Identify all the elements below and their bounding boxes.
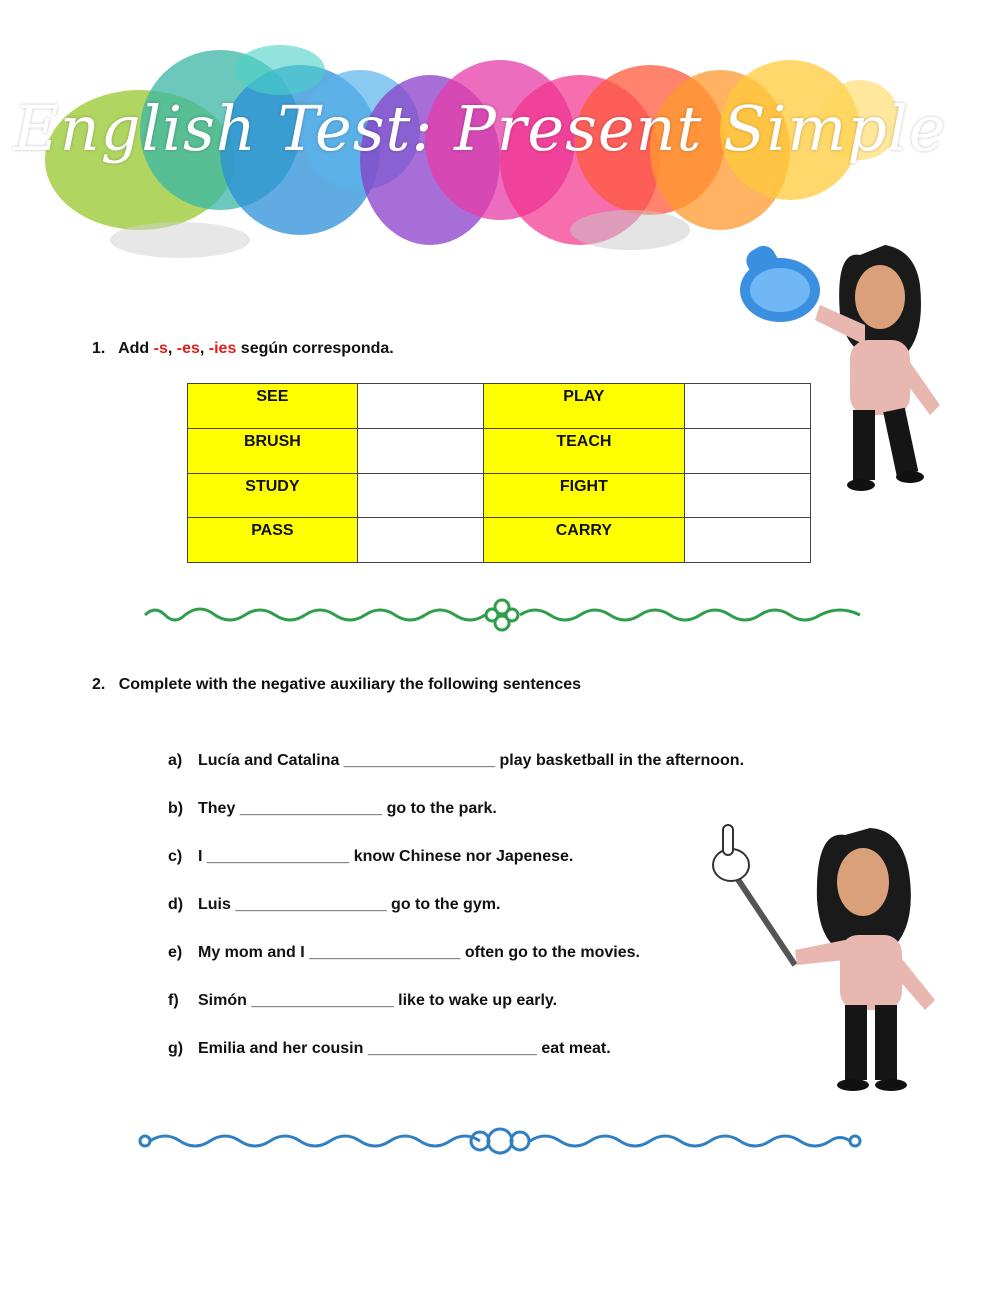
sentence-text: Emilia and her cousin ___________________ eat meat. (198, 1040, 611, 1057)
sentence-letter: f) (168, 992, 179, 1009)
table-row (188, 384, 811, 429)
sentence-f (168, 992, 557, 1010)
question-1-number: 1. (92, 340, 106, 357)
question-1 (92, 340, 394, 358)
sentence-text: I ________________ know Chinese nor Japenese. (198, 848, 574, 865)
verb-cell: PLAY (483, 384, 685, 429)
sentence-a (168, 752, 744, 770)
answer-cell[interactable] (685, 473, 811, 518)
answer-cell[interactable] (357, 384, 483, 429)
sentence-letter: b) (168, 800, 184, 817)
sentence-d (168, 896, 500, 914)
verb-cell: STUDY (188, 473, 358, 518)
answer-cell[interactable] (685, 518, 811, 563)
verb-table (187, 383, 811, 563)
question-1-prefix: Add (118, 340, 154, 357)
foam-finger-icon (740, 242, 820, 322)
question-2-text: Complete with the negative auxiliary the following sentences (118, 676, 582, 693)
pointer-stick-icon (713, 825, 795, 965)
sentence-letter: d) (168, 896, 184, 913)
sentence-text: My mom and I _________________ often go to the movies. (198, 944, 640, 961)
suffix-es: -es (176, 340, 200, 357)
sentence-c (168, 848, 573, 866)
question-1-suffix: según corresponda. (236, 340, 394, 357)
sep-2: , (199, 340, 209, 357)
answer-cell[interactable] (357, 518, 483, 563)
answer-cell[interactable] (685, 428, 811, 473)
sentence-text: They ________________ go to the park. (198, 800, 497, 817)
question-2 (92, 676, 581, 694)
verb-cell: FIGHT (483, 473, 685, 518)
blue-ornament-divider (135, 1122, 865, 1160)
sentence-letter: c) (168, 848, 183, 865)
sentence-letter: g) (168, 1040, 184, 1057)
table-row (188, 518, 811, 563)
green-ornament-divider (140, 595, 865, 635)
answer-cell[interactable] (357, 473, 483, 518)
sentence-text: Simón ________________ like to wake up early. (198, 992, 558, 1009)
verb-cell: PASS (188, 518, 358, 563)
suffix-ies: -ies (208, 340, 237, 357)
avatar-pointer (705, 820, 950, 1100)
page-title: English Test: Present Simple (13, 92, 947, 165)
sentence-letter: e) (168, 944, 183, 961)
answer-cell[interactable] (685, 384, 811, 429)
table-row (188, 473, 811, 518)
sentence-e (168, 944, 640, 962)
sentence-g (168, 1040, 611, 1058)
question-2-number: 2. (92, 676, 106, 693)
sentence-b (168, 800, 497, 818)
verb-cell: CARRY (483, 518, 685, 563)
verb-cell: SEE (188, 384, 358, 429)
suffix-s: -s (153, 340, 168, 357)
sep-1: , (167, 340, 177, 357)
table-row (188, 428, 811, 473)
verb-cell: BRUSH (188, 428, 358, 473)
sentence-text: Lucía and Catalina _________________ play basketball in the afternoon. (198, 752, 745, 769)
sentence-letter: a) (168, 752, 183, 769)
answer-cell[interactable] (357, 428, 483, 473)
verb-cell: TEACH (483, 428, 685, 473)
sentence-text: Luis _________________ go to the gym. (198, 896, 501, 913)
